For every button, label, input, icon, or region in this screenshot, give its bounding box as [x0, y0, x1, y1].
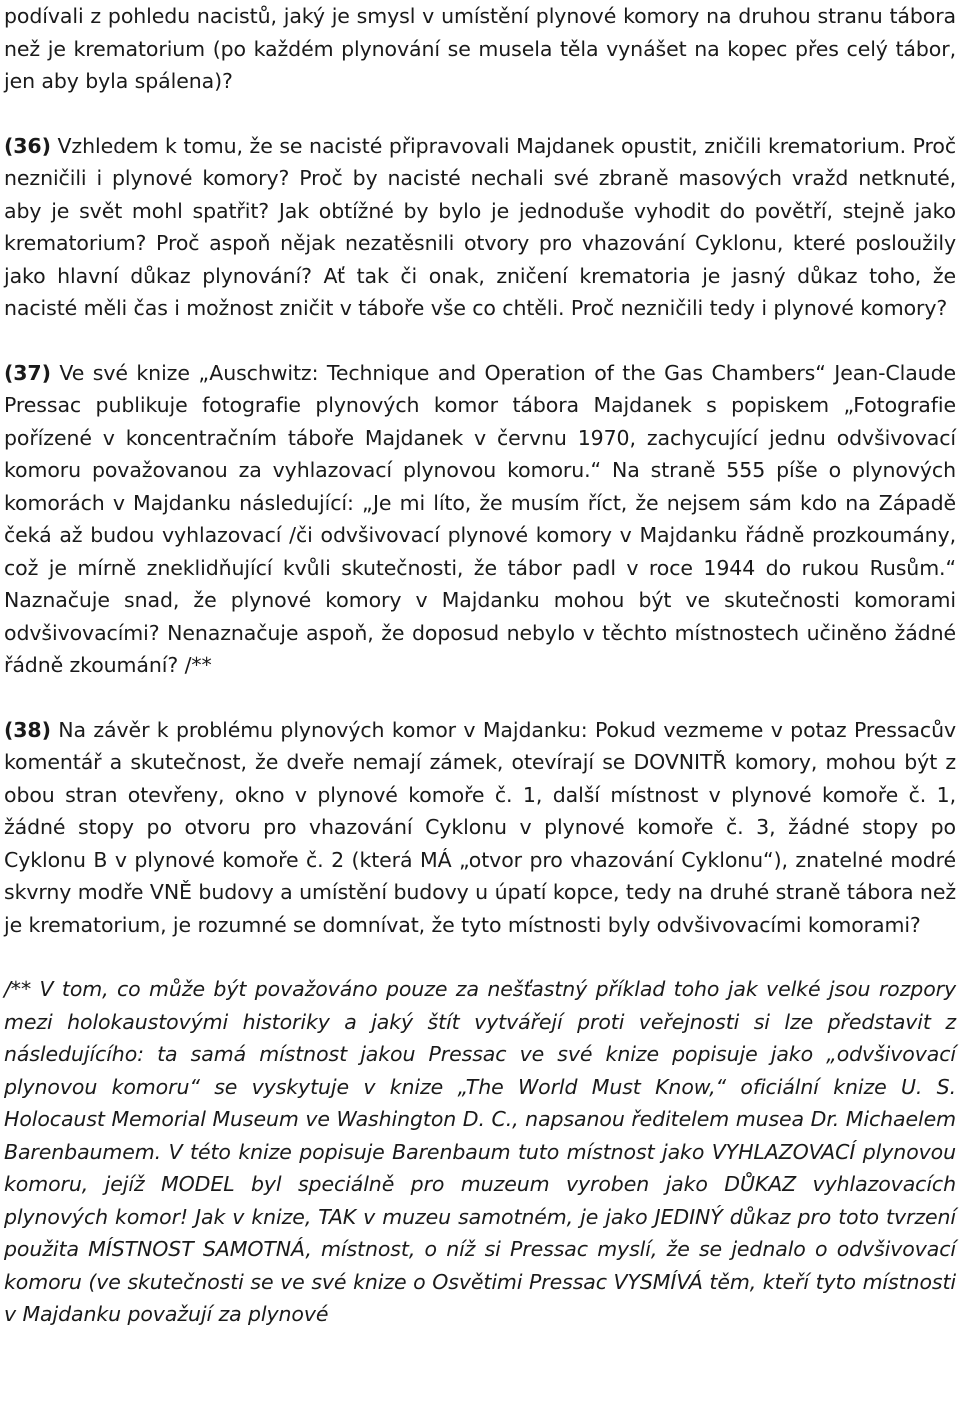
- paragraph-number: (37): [4, 360, 51, 385]
- paragraph-38: [4, 714, 956, 942]
- paragraph-text: Vzhledem k tomu, že se nacisté připravovali Majdanek opustit, zničili krematorium. Proč nezničili i plynové komory? Proč by nacisté nechali své zbraně masových vražd netknuté, aby je svět mohl spatřit? Jak obtížné by bylo je jednoduše vyhodit do povětří, stejně jako krematorium? Proč aspoň nějak nezatěsnili otvory pro vhazování Cyklonu, které posloužily jako hlavní důkaz plynování? Ať tak či onak, zničení krematoria je jasný důkaz toho, že nacisté měli čas i možnost zničit v táboře vše co chtěli. Proč nezničili tedy i plynové komory?: [4, 133, 956, 320]
- paragraph-number: (38): [4, 717, 51, 742]
- paragraph-gap: [4, 325, 956, 357]
- paragraph-gap: [4, 682, 956, 714]
- paragraph-gap: [4, 941, 956, 973]
- paragraph-text: Na závěr k problému plynových komor v Majdanku: Pokud vezmeme v potaz Pressacův komentář a skutečnost, že dveře nemají zámek, otevírají se DOVNITŘ komory, mohou být z obou stran otevřeny, okno v plynové komoře č. 1, další místnost v plynové komoře č. 1, žádné stopy po otvoru pro vhazování Cyklonu v plynové komoře č. 3, žádné stopy po Cyklonu B v plynové komoře č. 2 (která MÁ „otvor pro vhazování Cyklonu“), znatelné modré skvrny modře VNĚ budovy a umístění budovy u úpatí kopce, tedy na druhé straně tábora než je krematorium, je rozumné se domnívat, že tyto místnosti byly odvšivovacími komorami?: [4, 717, 956, 937]
- paragraph-gap: [4, 98, 956, 130]
- paragraph-continuation: podívali z pohledu nacistů, jaký je smysl v umístění plynové komory na druhou stranu tábora než je krematorium (po každém plynování se musela těla vynášet na kopec přes celý tábor, jen aby byla spálena)?: [4, 4, 956, 93]
- paragraph-number: (36): [4, 133, 51, 158]
- document-page: [4, 0, 956, 1331]
- paragraph-37: [4, 357, 956, 682]
- footnote: /** V tom, co může být považováno pouze za nešťastný příklad toho jak velké jsou rozpory mezi holokaustovými historiky a jaký štít vytvářejí proti veřejnosti si lze představit z následujícího: ta samá místnost jakou Pressac ve své knize popisuje jako „odvšivovací plynovou komoru“ se vyskytuje v knize „The World Must Know,“ oficiální knize U. S. Holocaust Memorial Museum ve Washington D. C., napsanou ředitelem musea Dr. Michaelem Barenbaumem. V této knize popisuje Barenbaum tuto místnost jako VYHLAZOVACÍ plynovou komoru, jejíž MODEL byl speciálně pro muzeum vyroben jako DŮKAZ vyhlazovacích plynových komor! Jak v knize, TAK v muzeu samotném, je jako JEDINÝ důkaz pro toto tvrzení použita MÍSTNOST SAMOTNÁ, místnost, o níž si Pressac myslí, že se jednalo o odvšivovací komoru (ve skutečnosti se ve své knize o Osvětimi Pressac VYSMÍVÁ těm, kteří tyto místnosti v Majdanku považují za plynové: [4, 977, 956, 1326]
- paragraph-text: Ve své knize „Auschwitz: Technique and Operation of the Gas Chambers“ Jean-Claude Pressac publikuje fotografie plynových komor tábora Majdanek s popiskem „Fotografie pořízené v koncentračním táboře Majdanek v červnu 1970, zachycující jednu odvšivovací komoru považovanou za vyhlazovací plynovou komoru.“ Na straně 555 píše o plynových komorách v Majdanku následující: „Je mi líto, že musím říct, že nejsem sám kdo na Západě čeká až budou vyhlazovací /či odvšivovací plynové komory v Majdanku řádně prozkoumány, což je mírně zneklidňující kvůli skutečnosti, že tábor padl v roce 1944 do rukou Rusům.“ Naznačuje snad, že plynové komory v Majdanku mohou být ve skutečnosti komorami odvšivovacími? Nenaznačuje aspoň, že doposud nebylo v těchto místnostech učiněno žádné řádně zkoumání? /**: [4, 360, 956, 677]
- paragraph-36: [4, 130, 956, 325]
